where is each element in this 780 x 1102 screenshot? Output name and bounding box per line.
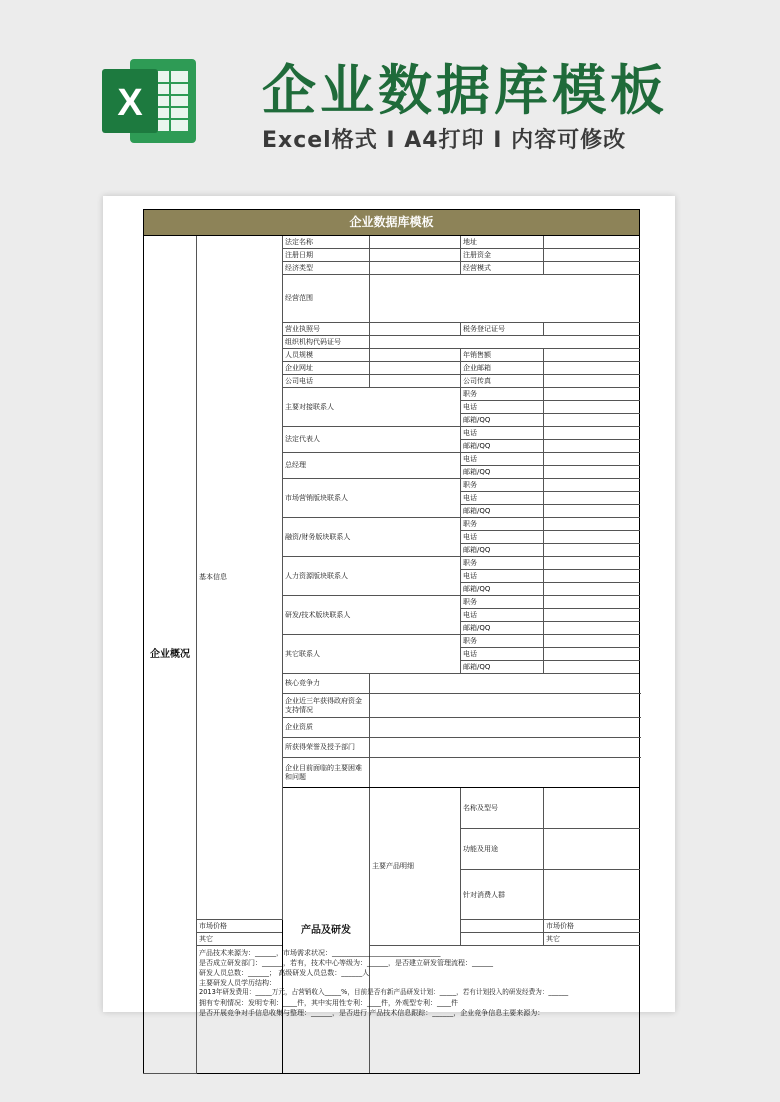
rnd-line: 是否开展竞争对手信息收集与整理：______，是否进行 产品技术信息跟踪：______，企业竞争信息主要来源为：	[199, 1009, 545, 1017]
page-subtitle: Excel格式 Ⅰ A4打印 Ⅰ 内容可修改	[262, 128, 627, 153]
value-cell[interactable]	[544, 661, 640, 674]
value-cell[interactable]	[544, 870, 640, 919]
value-cell[interactable]	[370, 674, 640, 694]
label-position: 职务	[461, 388, 544, 401]
label-legal-name: 法定名称	[283, 236, 370, 249]
label-org-code: 组织机构代码证号	[283, 336, 370, 349]
label-mail-qq: 邮箱/QQ	[461, 583, 544, 596]
value-cell[interactable]	[370, 375, 461, 388]
value-cell[interactable]	[370, 758, 640, 788]
sub-products: 主要产品明细	[370, 788, 461, 946]
value-cell[interactable]	[544, 440, 640, 453]
value-cell[interactable]	[370, 738, 640, 758]
value-cell[interactable]	[370, 262, 461, 275]
value-cell[interactable]	[370, 236, 461, 249]
value-cell[interactable]	[544, 375, 640, 388]
label-position: 职务	[461, 479, 544, 492]
svg-text:X: X	[117, 82, 143, 124]
label-prod-other: 其它	[197, 932, 283, 945]
label-mail-qq: 邮箱/QQ	[461, 466, 544, 479]
label-prod-target: 针对消费人群	[461, 870, 544, 919]
section-product: 产品及研发	[283, 788, 370, 1074]
label-main-contact: 主要对接联系人	[283, 388, 461, 427]
value-cell[interactable]	[544, 323, 640, 336]
value-cell[interactable]	[544, 544, 640, 557]
value-cell[interactable]	[370, 362, 461, 375]
label-address: 地址	[461, 236, 544, 249]
value-cell[interactable]	[544, 583, 640, 596]
value-cell[interactable]	[370, 323, 461, 336]
label-tel: 电话	[461, 453, 544, 466]
rnd-line: 主要研发人员学历结构：	[199, 979, 276, 988]
label-tax-no: 税务登记证号	[461, 323, 544, 336]
value-cell[interactable]	[544, 466, 640, 479]
page-title: 企业数据库模板	[262, 59, 668, 122]
label-mail-qq: 邮箱/QQ	[461, 440, 544, 453]
sub-difficulties: 企业目前面临的主要困难和问题	[283, 758, 370, 788]
sub-basic-info: 基本信息	[197, 236, 283, 920]
sub-core: 核心竞争力	[283, 674, 370, 694]
value-cell[interactable]	[544, 401, 640, 414]
value-cell[interactable]	[544, 829, 640, 870]
value-cell[interactable]	[544, 262, 640, 275]
label-mail-qq: 邮箱/QQ	[461, 505, 544, 518]
value-cell[interactable]	[544, 414, 640, 427]
label-email: 企业邮箱	[461, 362, 544, 375]
label-tel: 电话	[461, 427, 544, 440]
label-license-no: 营业执照号	[283, 323, 370, 336]
section-overview: 企业概况	[144, 236, 197, 1074]
value-cell[interactable]	[370, 336, 640, 349]
value-cell[interactable]	[370, 718, 640, 738]
value-cell[interactable]	[544, 518, 640, 531]
label-staff-size: 人员规模	[283, 349, 370, 362]
rnd-line: 研发人员总数：______； 高级研发人员总数：______人	[199, 969, 370, 978]
enterprise-sheet	[143, 209, 640, 1074]
value-cell[interactable]	[544, 648, 640, 661]
value-cell[interactable]	[544, 453, 640, 466]
value-cell[interactable]	[544, 492, 640, 505]
value-cell[interactable]	[370, 694, 640, 718]
label-reg-date: 注册日期	[283, 249, 370, 262]
label-tel: 电话	[461, 570, 544, 583]
label-biz-scope: 经营范围	[283, 275, 370, 323]
label-legal-rep: 法定代表人	[283, 427, 461, 453]
label-position: 职务	[461, 635, 544, 648]
value-cell[interactable]	[544, 557, 640, 570]
label-annual-sales: 年销售额	[461, 349, 544, 362]
rnd-line: 产品技术来源为：______，市场需求状况：_______________________________	[199, 948, 441, 957]
label-reg-capital: 注册资金	[461, 249, 544, 262]
rnd-line: 拥有专利情况：发明专利：____件，其中实用性专利：____件，外观型专利：____件	[199, 998, 458, 1007]
label-mail-qq: 邮箱/QQ	[461, 661, 544, 674]
value-cell[interactable]	[544, 249, 640, 262]
label-tel: 电话	[461, 401, 544, 414]
value-cell[interactable]	[370, 249, 461, 262]
label-mail-qq: 邮箱/QQ	[461, 544, 544, 557]
label-biz-mode: 经营模式	[461, 262, 544, 275]
label-position: 职务	[461, 518, 544, 531]
label-finance-contact: 融资/财务版块联系人	[283, 518, 461, 557]
rnd-line: 是否成立研发部门：______，若有，技术中心等级为：______，是否建立研发管理流程：______	[199, 958, 493, 967]
label-gm: 总经理	[283, 453, 461, 479]
label-hr-contact: 人力资源版块联系人	[283, 557, 461, 596]
value-cell[interactable]	[544, 570, 640, 583]
label-econ-type: 经济类型	[283, 262, 370, 275]
label-other-contact: 其它联系人	[283, 635, 461, 674]
label-marketing-contact: 市场营销版块联系人	[283, 479, 461, 518]
label-fax: 公司传真	[461, 375, 544, 388]
label-tel: 电话	[461, 609, 544, 622]
value-cell[interactable]	[544, 349, 640, 362]
value-cell[interactable]	[544, 788, 640, 829]
sub-gov-support: 企业近三年获得政府资金支持情况	[283, 694, 370, 718]
value-cell[interactable]	[461, 919, 544, 932]
label-tel: 电话	[461, 648, 544, 661]
value-cell[interactable]	[544, 531, 640, 544]
label-prod-other: 其它	[544, 932, 640, 945]
label-rnd-contact: 研发/技术版块联系人	[283, 596, 461, 635]
excel-icon	[100, 55, 200, 147]
value-cell[interactable]	[544, 236, 640, 249]
document-page	[103, 196, 675, 1017]
label-prod-use: 功能及用途	[461, 829, 544, 870]
value-cell[interactable]	[544, 622, 640, 635]
label-prod-price: 市场价格	[544, 919, 640, 932]
value-cell[interactable]	[370, 349, 461, 362]
label-tel: 电话	[461, 492, 544, 505]
label-phone: 公司电话	[283, 375, 370, 388]
banner	[0, 0, 780, 190]
value-cell[interactable]	[544, 635, 640, 648]
label-prod-price: 市场价格	[197, 919, 283, 932]
sub-honors: 所获得荣誉及授予部门	[283, 738, 370, 758]
value-cell[interactable]	[544, 596, 640, 609]
label-prod-name: 名称及型号	[461, 788, 544, 829]
label-website: 企业网址	[283, 362, 370, 375]
label-mail-qq: 邮箱/QQ	[461, 622, 544, 635]
label-position: 职务	[461, 596, 544, 609]
rnd-info-block[interactable]	[197, 945, 640, 1073]
label-mail-qq: 邮箱/QQ	[461, 414, 544, 427]
value-cell[interactable]	[544, 362, 640, 375]
value-cell[interactable]	[370, 275, 640, 323]
value-cell[interactable]	[544, 505, 640, 518]
value-cell[interactable]	[544, 388, 640, 401]
rnd-line: 2013年研发费用：_____万元，占营销收入_____%，目前是否有新产品研发计划：_____，若有计划投入的研发经费为：______	[199, 988, 569, 997]
value-cell[interactable]	[544, 427, 640, 440]
label-tel: 电话	[461, 531, 544, 544]
sub-qualification: 企业资质	[283, 718, 370, 738]
value-cell[interactable]	[544, 479, 640, 492]
sheet-title: 企业数据库模板	[144, 210, 640, 236]
value-cell[interactable]	[544, 609, 640, 622]
label-position: 职务	[461, 557, 544, 570]
value-cell[interactable]	[461, 932, 544, 945]
